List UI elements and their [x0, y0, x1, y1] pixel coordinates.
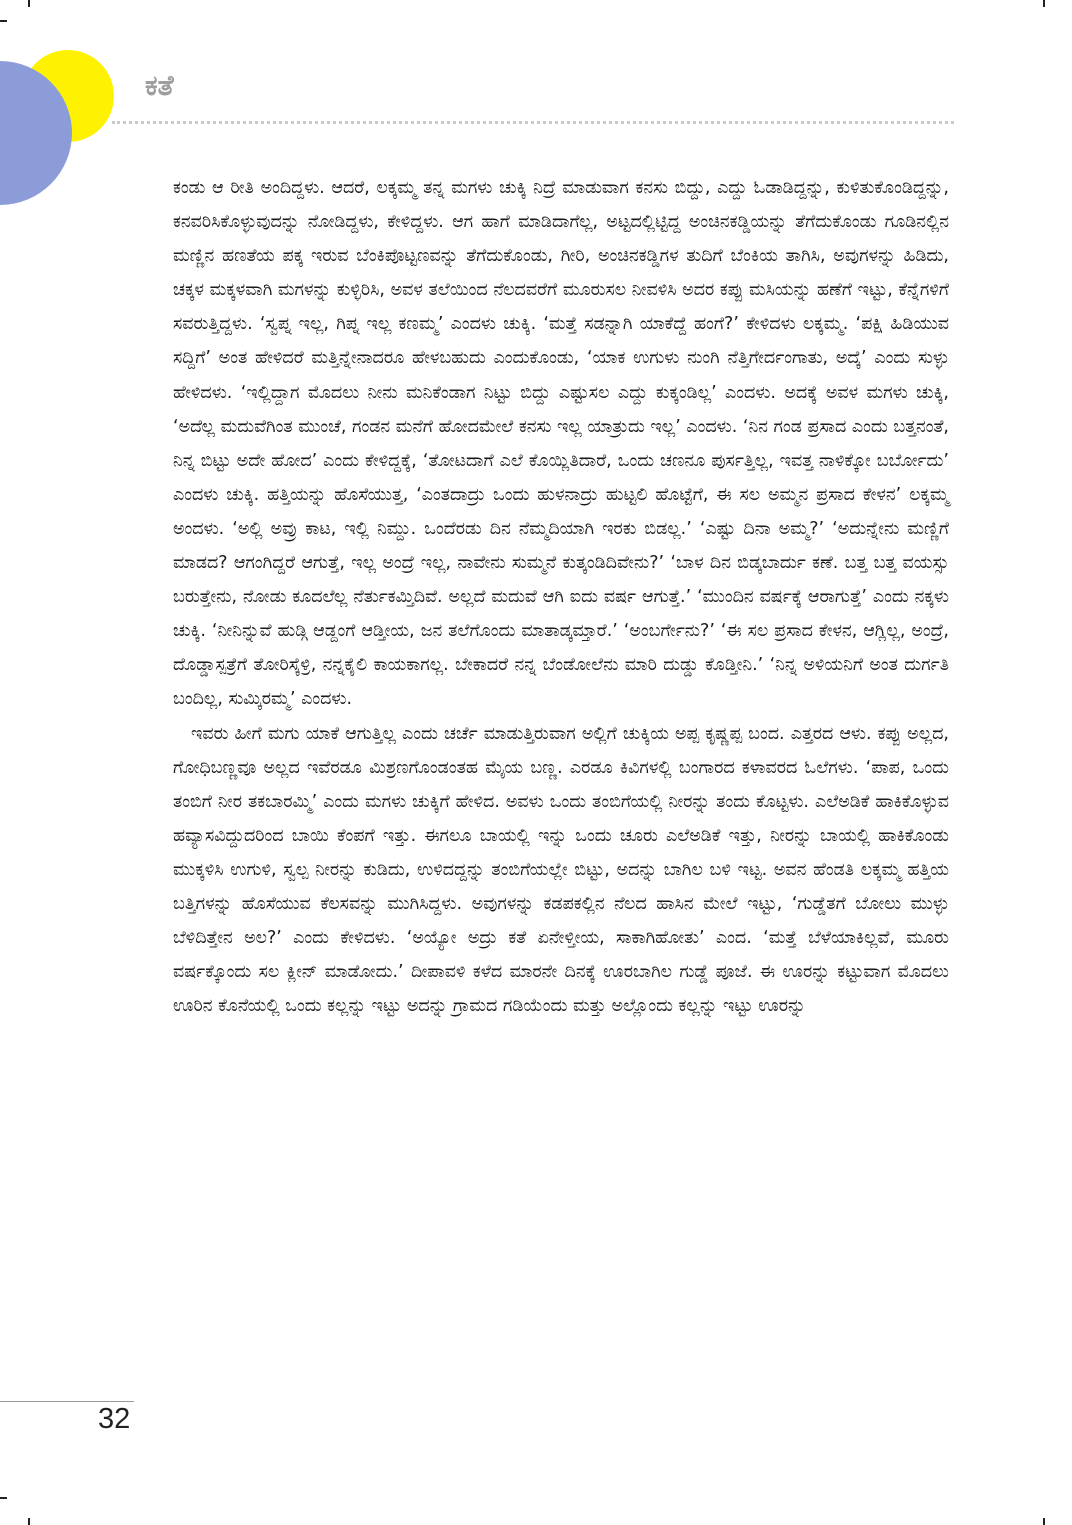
crop-mark-bottom-left-side	[0, 1497, 7, 1499]
story-paragraph-1: ಕಂಡು ಆ ರೀತಿ ಅಂದಿದ್ದಳು. ಆದರೆ, ಲಕ್ಕಮ್ಮ ತನ್ನ ಮಗಳು ಚುಕ್ಕಿ ನಿದ್ರೆ ಮಾಡುವಾಗ ಕನಸು ಬಿದ್ದು, ಎದ್ದು ಓಡಾಡಿದ್ದನ್ನು, ಕುಳಿತುಕೊಂಡಿದ್ದನ್ನು, ಕನವರಿಸಿಕೊಳ್ಳುವುದನ್ನು ನೋಡಿದ್ದಳು, ಕೇಳಿದ್ದಳು. ಆಗ ಹಾಗೆ ಮಾಡಿದಾಗೆಲ್ಲ, ಅಟ್ಟದಲ್ಲಿಟ್ಟಿದ್ದ ಅಂಚಿನಕಡ್ಡಿಯನ್ನು ತೆಗೆದುಕೊಂಡು ಗೂಡಿನಲ್ಲಿನ ಮಣ್ಣಿನ ಹಣತೆಯ ಪಕ್ಕ ಇರುವ ಬೆಂಕಿಪೊಟ್ಟಣವನ್ನು ತೆಗೆದುಕೊಂಡು, ಗೀರಿ, ಅಂಚಿನಕಡ್ಡಿಗಳ ತುದಿಗೆ ಬೆಂಕಿಯ ತಾಗಿಸಿ, ಅವುಗಳನ್ನು ಹಿಡಿದು, ಚಕ್ಕಳ ಮಕ್ಕಳವಾಗಿ ಮಗಳನ್ನು ಕುಳ್ಳಿರಿಸಿ, ಅವಳ ತಲೆಯಿಂದ ನೆಲದವರೆಗೆ ಮೂರುಸಲ ನೀವಳಿಸಿ ಅದರ ಕಪ್ಪು ಮಸಿಯನ್ನು ಹಣೆಗೆ ಇಟ್ಟು, ಕೆನ್ನೆಗಳಿಗೆ ಸವರುತ್ತಿದ್ದಳು. ‘ಸ್ವಪ್ನ ಇಲ್ಲ, ಗಿಪ್ನ ಇಲ್ಲ ಕಣಮ್ಮ’ ಎಂದಳು ಚುಕ್ಕಿ. ‘ಮತ್ತೆ ಸಡನ್ನಾಗಿ ಯಾಕೆದ್ದೆ ಹಂಗೆ?’ ಕೇಳಿದಳು ಲಕ್ಕಮ್ಮ. ‘ಪಕ್ಷಿ ಹಿಡಿಯುವ ಸದ್ದಿಗೆ’ ಅಂತ ಹೇಳಿದರೆ ಮತ್ತಿನ್ನೇನಾದರೂ ಹೇಳಬಹುದು ಎಂದುಕೊಂಡು, ‘ಯಾಕ ಉಗುಳು ನುಂಗಿ ನೆತ್ತಿಗೇರ್ದಂಗಾತು, ಅದ್ಕೆ’ ಎಂದು ಸುಳ್ಳು ಹೇಳಿದಳು. ‘ಇಲ್ಲಿದ್ದಾಗ ಮೊದಲು ನೀನು ಮನಿಕೆಂಡಾಗ ನಿಟ್ಟು ಬಿದ್ದು ಎಷ್ಟುಸಲ ಎದ್ದು ಕುಕ್ಕಂಡಿಲ್ಲ’ ಎಂದಳು. ಅದಕ್ಕೆ ಅವಳ ಮಗಳು ಚುಕ್ಕಿ, ‘ಅದೆಲ್ಲ ಮದುವೆಗಿಂತ ಮುಂಚೆ, ಗಂಡನ ಮನೆಗೆ ಹೋದಮೇಲೆ ಕನಸು ಇಲ್ಲ ಯಾತ್ರುದು ಇಲ್ಲ’ ಎಂದಳು. ‘ನಿನ ಗಂಡ ಪ್ರಸಾದ ಎಂದು ಬತ್ತನಂತೆ, ನಿನ್ನ ಬಿಟ್ಟು ಅದೇ ಹೋದ’ ಎಂದು ಕೇಳಿದ್ದಕ್ಕೆ, ‘ತೋಟದಾಗೆ ಎಲೆ ಕೊಯ್ಲಿತಿದಾರೆ, ಒಂದು ಚಣನೂ ಪುರ್ಸತ್ತಿಲ್ಲ, ಇವತ್ತ ನಾಳಿಕ್ಕೋ ಬರ್ಬೋದು’ ಎಂದಳು ಚುಕ್ಕಿ. ಹತ್ತಿಯನ್ನು ಹೊಸೆಯುತ್ತ, ‘ಎಂತದಾದ್ರು ಒಂದು ಹುಳನಾದ್ರು ಹುಟ್ಟಲಿ ಹೊಟ್ಟೆಗೆ, ಈ ಸಲ ಅಮ್ಮನ ಪ್ರಸಾದ ಕೇಳನ’ ಲಕ್ಕಮ್ಮ ಅಂದಳು. ‘ಅಲ್ಲಿ ಅವ್ರು ಕಾಟ, ಇಲ್ಲಿ ನಿಮ್ದು. ಒಂದೆರಡು ದಿನ ನೆಮ್ಮದಿಯಾಗಿ ಇರಕು ಬಿಡಲ್ಲ.’ ‘ಎಷ್ಟು ದಿನಾ ಅಮ್ಮ?’ ‘ಅದುನ್ನೇನು ಮಣ್ಣಿಗೆ ಮಾಡದ? ಆಗಂಗಿದ್ದರೆ ಆಗುತ್ತೆ, ಇಲ್ಲ ಅಂದ್ರೆ ಇಲ್ಲ, ನಾವೇನು ಸುಮ್ಮನೆ ಕುತ್ಕಂಡಿದಿವೇನು?’ ‘ಬಾಳ ದಿನ ಬಿಡ್ಕಬಾರ್ದು ಕಣೆ. ಬತ್ತ ಬತ್ತ ವಯಸ್ಸು ಬರುತ್ತೇನು, ನೋಡು ಕೂದಲೆಲ್ಲ ನೆರ್ತುಕಮ್ತಿದಿವೆ. ಅಲ್ಲದೆ ಮದುವೆ ಆಗಿ ಐದು ವರ್ಷ ಆಗುತ್ತೆ.’ ‘ಮುಂದಿನ ವರ್ಷಕ್ಕೆ ಆರಾಗುತ್ತೆ’ ಎಂದು ನಕ್ಕಳು ಚುಕ್ಕಿ. ‘ನೀನಿನ್ನುವೆ ಹುಡ್ಗಿ ಆಡ್ದಂಗೆ ಆಡ್ತೀಯ, ಜನ ತಲೆಗೊಂದು ಮಾತಾಡ್ಕಮ್ತಾರೆ.’ ‘ಅಂಬರ್ಗೇನು?’ ‘ಈ ಸಲ ಪ್ರಸಾದ ಕೇಳನ, ಆಗ್ಲಿಲ್ಲ, ಅಂದ್ರೆ, ದೊಡ್ಡಾಸ್ಪತ್ರೆಗೆ ತೋರಿಸ್ಕೆಳ್ರಿ, ನನ್ನಕೈಲಿ ಕಾಯಕಾಗಲ್ಲ. ಬೇಕಾದರೆ ನನ್ನ ಬೆಂಡೋಲೆನು ಮಾರಿ ದುಡ್ಡು ಕೊಡ್ತೀನಿ.’ ‘ನಿನ್ನ ಅಳಿಯನಿಗೆ ಅಂತ ದುರ್ಗತಿ ಬಂದಿಲ್ಲ, ಸುಮ್ಕಿರಮ್ಮ’ ಎಂದಳು.	[173, 178, 949, 710]
story-body	[173, 171, 949, 1023]
crop-mark-bottom-left	[28, 1518, 30, 1525]
page-number: 32	[98, 1403, 131, 1435]
crop-mark-top-right	[1043, 0, 1045, 7]
story-paragraph-2: ಇವರು ಹೀಗೆ ಮಗು ಯಾಕೆ ಆಗುತ್ತಿಲ್ಲ ಎಂದು ಚರ್ಚೆ ಮಾಡುತ್ತಿರುವಾಗ ಅಲ್ಲಿಗೆ ಚುಕ್ಕಿಯ ಅಪ್ಪ ಕೃಷ್ಣಪ್ಪ ಬಂದ. ಎತ್ತರದ ಆಳು. ಕಪ್ಪು ಅಲ್ಲದ, ಗೋಧಿಬಣ್ಣವೂ ಅಲ್ಲದ ಇವೆರಡೂ ಮಿಶ್ರಣಗೊಂಡಂತಹ ಮೈಯ ಬಣ್ಣ. ಎರಡೂ ಕಿವಿಗಳಲ್ಲಿ ಬಂಗಾರದ ಕಳಾವರದ ಓಲೆಗಳು. ‘ಪಾಪ, ಒಂದು ತಂಬಿಗೆ ನೀರ ತಕಬಾರಮ್ಮಿ’ ಎಂದು ಮಗಳು ಚುಕ್ಕಿಗೆ ಹೇಳಿದ. ಅವಳು ಒಂದು ತಂಬಿಗೆಯಲ್ಲಿ ನೀರನ್ನು ತಂದು ಕೊಟ್ಟಳು. ಎಲೆಅಡಿಕೆ ಹಾಕಿಕೊಳ್ಳುವ ಹವ್ಯಾಸವಿದ್ದುದರಿಂದ ಬಾಯಿ ಕೆಂಪಗೆ ಇತ್ತು. ಈಗಲೂ ಬಾಯಲ್ಲಿ ಇನ್ನು ಒಂದು ಚೂರು ಎಲೆಅಡಿಕೆ ಇತ್ತು, ನೀರನ್ನು ಬಾಯಲ್ಲಿ ಹಾಕಿಕೊಂಡು ಮುಕ್ಕಳಿಸಿ ಉಗುಳಿ, ಸ್ವಲ್ಪ ನೀರನ್ನು ಕುಡಿದು, ಉಳಿದದ್ದನ್ನು ತಂಬಿಗೆಯಲ್ಲೇ ಬಿಟ್ಟು, ಅದನ್ನು ಬಾಗಿಲ ಬಳಿ ಇಟ್ಟ. ಅವನ ಹೆಂಡತಿ ಲಕ್ಕಮ್ಮ ಹತ್ತಿಯ ಬತ್ತಿಗಳನ್ನು ಹೊಸೆಯುವ ಕೆಲಸವನ್ನು ಮುಗಿಸಿದ್ದಳು. ಅವುಗಳನ್ನು ಕಡಪಕಲ್ಲಿನ ನೆಲದ ಹಾಸಿನ ಮೇಲೆ ಇಟ್ಟು, ‘ಗುಡ್ಡೆತಗೆ ಬೋಲು ಮುಳ್ಳು ಬೆಳಿದಿತ್ತೇನ ಅಲ?’ ಎಂದು ಕೇಳಿದಳು. ‘ಅಯ್ಯೋ ಅದ್ರು ಕತೆ ಏನೇಳ್ತೀಯ, ಸಾಕಾಗಿಹೋತು’ ಎಂದ. ‘ಮತ್ತೆ ಬೆಳೆಯಾಕಿಲ್ಲವೆ, ಮೂರು ವರ್ಷಕ್ಕೊಂದು ಸಲ ಕ್ಲೀನ್ ಮಾಡೋದು.’ ದೀಪಾವಳಿ ಕಳೆದ ಮಾರನೇ ದಿನಕ್ಕೆ ಊರಬಾಗಿಲ ಗುಡ್ಡೆ ಪೂಜೆ. ಈ ಊರನ್ನು ಕಟ್ಟುವಾಗ ಮೊದಲು ಊರಿನ ಕೊನೆಯಲ್ಲಿ ಒಂದು ಕಲ್ಲನ್ನು ಇಟ್ಟು ಅದನ್ನು ಗ್ರಾಮದ ಗಡಿಯೆಂದು ಮತ್ತು ಅಲ್ಲೊಂದು ಕಲ್ಲನ್ನು ಇಟ್ಟು ಊರನ್ನು	[173, 723, 949, 1017]
section-title: ಕತೆ	[145, 69, 174, 102]
decorative-circles	[0, 0, 140, 220]
crop-mark-bottom-right	[1043, 1518, 1045, 1525]
dotted-divider	[112, 121, 954, 124]
